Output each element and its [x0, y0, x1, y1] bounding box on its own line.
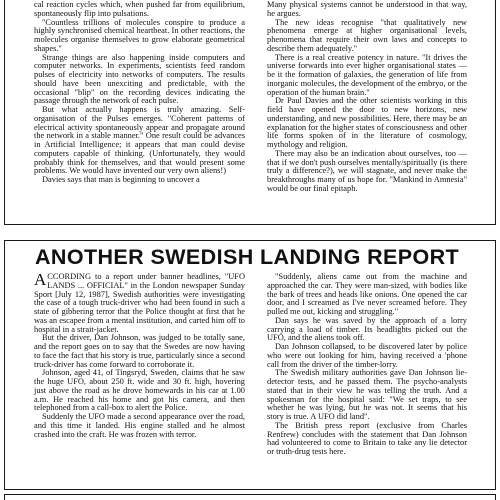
paragraph: The British press report (exclusive from Charles Renfrew) concludes with the statement that Dan Johnson had volunteered to come to Britain to take any lie detector or truth-drug tests here. [267, 420, 467, 456]
continued-article-box [4, 0, 496, 225]
paragraph: Dan says he was saved by the approach of a lorry carrying a load of timber. Its headlights picked out the UFO, and the aliens took off. [267, 315, 467, 343]
paragraph: Strange things are also happening inside computers and computer networks. In experiments, scientists feed random pulses of electricity into networks of computers. The results should have been unexciting and predictable, with the occasional "blip" on the recording devices indicating the passage through the network of each pulse. [34, 52, 245, 106]
article-column-right [267, 273, 467, 457]
paragraph: ACCORDING to a report under banner headlines, "UFO LANDS ... OFFICIAL" in the London newspaper Sunday Sport [July 12, 1987], Swedish authorities were investigating the case of a tough truck-driver who had been found in such a state of gibbering terror that the Police thought at first that he was an escapee from a mental institution, and carted him off to hospital in a strait-jacket. [34, 270, 245, 334]
paragraph: But what actually happens is truly amazing. Self-organisation of the Pulses emerges. "Coherent patterns of electrical activity spontaneously appear and propagate around the network in a stable manner." One result could be advances in Artificial Intelligence; it appears that man could devise computers capable of thinking. (Unfortunately, they would probably think for themselves, and that would present some problems. We would have invented our very own aliens!) [34, 105, 245, 176]
paragraph: Davies says that man is beginning to uncover a [42, 175, 200, 184]
paragraph: "Countless trillions of molecules conspire to produce a highly synchronised chemical heartbeat. In other reactions, the molecules organise themselves to grow elaborate geometrical shapes." [34, 17, 245, 53]
paragraph: Suddenly the UFO made a second appearance over the road, and this time it landed. His engine stalled and he almost crashed into the craft. He was frozen with terror. [34, 412, 245, 439]
paragraph: There may also be an indication about ourselves, too — that if we don't push ourselves mentally/spiritually (is there truly a difference?), we will stagnate, and never make the breakthroughs many of us hope for. "Mankind in Amnesia" would be our final epitaph. [267, 148, 467, 193]
paragraph: There is a real creative potency in nature. "It drives the universe forwards into ever higher organisational states — be it the formation of galaxies, the generation of life from inorganic molecules, the development of the embryo, or the operation of the human brain." [267, 52, 467, 97]
article-column-right [267, 1, 467, 194]
article-column-left [34, 1, 245, 185]
paragraph: But the driver, Dan Johnson, was judged to be totally sane, and the report goes on to say that the Swedes are now having to face the fact that his story is true, particularly since a second truck-driver has come forward to corroborate it. [34, 333, 245, 369]
article-column-left [34, 270, 245, 439]
paragraph: The Swedish military authorities gave Dan Johnson lie-detector tests, and he passed them. The psycho-analysts stated that in their view he was telling the truth. And a spokesman for the hospital said: "We set traps, to see whether he was lying, but he was not. It seems that his story is true. A UFO did land". [267, 368, 467, 421]
paragraph: Many physical systems cannot be understood in that way, he argues. [267, 0, 467, 18]
article-headline: ANOTHER SWEDISH LANDING REPORT [35, 245, 460, 269]
paragraph: Johnson, aged 41, of Tingsryd, Sweden, claims that he saw the huge UFO, about 250 ft. wide and 30 ft. high, hovering just above the road as he drove homewards in his car at 1.00 a.m. He reached his home and got his camera, and then telephoned from a call-box to alert the Police. [34, 368, 245, 413]
paragraph: The new ideas recognise "that qualitatively new phenomena emerge at higher organisational levels, phenomena that require their own laws and concepts to describe them adequately." [267, 17, 467, 53]
paragraph: Dr Paul Davies and the other scientists working in this field have opened the door to new horizons, new understanding, and new possibilities. Here, there may be an explanation for the higher states of consciousness and other life forms spoken of in the literature of cosmology, mythology and religion. [267, 96, 467, 149]
paragraph: cal reaction cycles which, when pushed far from equilibrium, spontaneously flip into pulsations. [34, 0, 245, 18]
next-article-box [4, 494, 496, 500]
paragraph: "Suddenly, aliens came out from the machine and approached the car. They were man-sized, with bodies like the bark of trees and heads like onions. One opened the car door, and I screamed as I've never screamed before. They pulled me out, kicking and struggling." [267, 272, 467, 316]
paragraph: Dan Johnson collapsed, to be discovered later by police who were out looking for him, having received a 'phone call from the driver of the timber-lorry. [267, 342, 467, 369]
swedish-landing-article-box [4, 240, 496, 490]
